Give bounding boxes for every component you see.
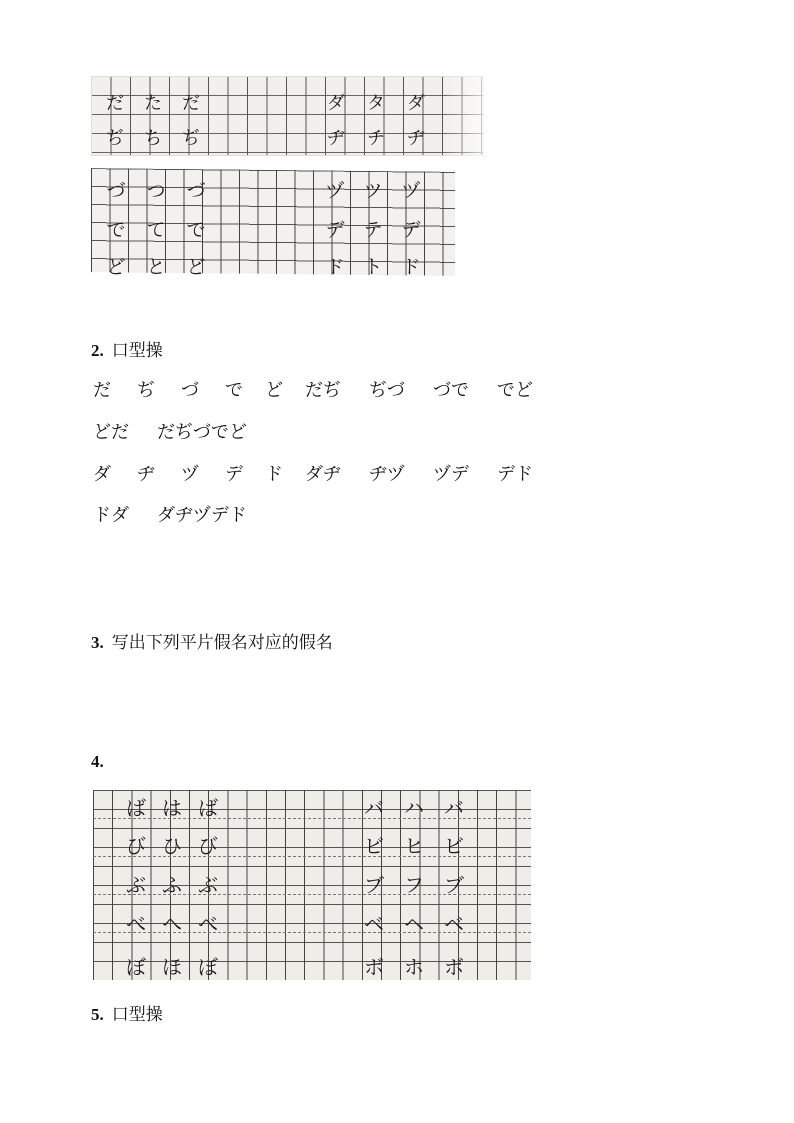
kana-char: と	[146, 256, 166, 278]
kana-char: チ	[367, 128, 385, 149]
drill-item: ヂヅ	[369, 464, 405, 485]
kana-char: ひ	[162, 834, 182, 858]
kana-char: フ	[404, 873, 424, 897]
drill-item: デド	[497, 464, 533, 485]
kana-char: ど	[106, 256, 126, 278]
drill-item: ダ	[93, 464, 111, 485]
section-5-heading	[91, 1000, 163, 1025]
kana-char: ば	[198, 796, 218, 820]
kana-char: ビ	[444, 834, 464, 858]
kana-char: び	[126, 834, 146, 858]
kana-char: べ	[198, 912, 218, 936]
kana-char: ぢ	[106, 128, 124, 149]
drill-item: づ	[181, 380, 199, 401]
kana-row-bu	[118, 869, 474, 898]
kana-char: ヅ	[401, 180, 421, 202]
section-number: 4.	[91, 752, 104, 771]
drill-line-hiragana-2	[93, 418, 277, 444]
drill-line-katakana-2	[93, 501, 277, 527]
kana-row-do	[96, 252, 430, 279]
kana-row-ba	[118, 792, 474, 821]
kana-char: ベ	[444, 912, 464, 936]
kana-char: ホ	[404, 955, 424, 979]
kana-char: バ	[444, 796, 464, 820]
kana-char: ブ	[364, 873, 384, 897]
kana-char: ビ	[364, 834, 384, 858]
drill-item: ダヂ	[305, 464, 341, 485]
kana-char: ベ	[364, 912, 384, 936]
drill-item: ドダ	[93, 505, 129, 526]
kana-char: テ	[363, 219, 383, 241]
kana-char: ブ	[444, 873, 464, 897]
section-number: 5.	[91, 1005, 104, 1024]
kana-char: で	[106, 219, 126, 241]
kana-row-bi	[118, 830, 474, 859]
kana-char: ほ	[162, 955, 182, 979]
section-number: 2.	[91, 341, 104, 360]
kana-char: ハ	[404, 796, 424, 820]
drill-item: ド	[265, 464, 283, 485]
kana-char: ぢ	[182, 128, 200, 149]
section-title: 写出下列平片假名对应的假名	[111, 633, 333, 653]
drill-line-hiragana-1	[93, 376, 557, 402]
kana-row-du	[96, 176, 430, 203]
kana-char: ち	[144, 128, 162, 149]
drill-item: で	[225, 380, 243, 401]
drill-item: どだ	[93, 422, 129, 443]
drill-item: づで	[433, 380, 469, 401]
kana-char: バ	[364, 796, 384, 820]
drill-item: だ	[93, 380, 111, 401]
kana-char: づ	[106, 180, 126, 202]
drill-item: ヂ	[137, 464, 155, 485]
section-3-heading	[91, 628, 333, 653]
kana-char: ば	[126, 796, 146, 820]
drill-line-katakana-1	[93, 460, 557, 486]
kana-char: ヅ	[325, 180, 345, 202]
kana-char: デ	[401, 219, 421, 241]
kana-row-di	[96, 124, 436, 150]
kana-char: ド	[401, 256, 421, 278]
kana-char: ツ	[363, 180, 383, 202]
kana-char: タ	[367, 93, 385, 114]
kana-char: ボ	[364, 955, 384, 979]
section-title: 口型操	[111, 1005, 163, 1025]
kana-char: ぶ	[198, 873, 218, 897]
drill-item: ぢづ	[369, 380, 405, 401]
kana-char: ヘ	[404, 912, 424, 936]
kana-char: だ	[106, 93, 124, 114]
kana-char: で	[186, 219, 206, 241]
kana-char: ダ	[407, 93, 425, 114]
kana-char: つ	[146, 180, 166, 202]
kana-char: ヂ	[327, 128, 345, 149]
section-4-heading	[91, 752, 112, 772]
kana-char: ト	[363, 256, 383, 278]
kana-char: ボ	[444, 955, 464, 979]
kana-char: へ	[162, 912, 182, 936]
kana-char: づ	[186, 180, 206, 202]
kana-char: デ	[325, 219, 345, 241]
drill-item: だぢ	[305, 380, 341, 401]
kana-char: ダ	[327, 93, 345, 114]
kana-char: ぶ	[126, 873, 146, 897]
section-number: 3.	[91, 633, 104, 652]
kana-row-de	[96, 215, 430, 242]
photo-edge-fade	[444, 76, 484, 156]
drill-item: だぢづでど	[157, 422, 247, 443]
kana-row-da	[96, 89, 436, 115]
drill-item: デ	[225, 464, 243, 485]
drill-item: ぢ	[137, 380, 155, 401]
kana-char: ぼ	[198, 955, 218, 979]
drill-item: ダヂヅデド	[157, 505, 247, 526]
section-title: 口型操	[111, 341, 163, 361]
kana-char: だ	[182, 93, 200, 114]
drill-item: でど	[497, 380, 533, 401]
drill-item: ど	[265, 380, 283, 401]
drill-item: ヅデ	[433, 464, 469, 485]
section-2-heading	[91, 336, 163, 361]
kana-char: ふ	[162, 873, 182, 897]
kana-row-bo	[118, 951, 474, 980]
kana-char: は	[162, 796, 182, 820]
kana-char: ヒ	[404, 834, 424, 858]
kana-char: た	[144, 93, 162, 114]
kana-row-be	[118, 908, 474, 937]
kana-char: て	[146, 219, 166, 241]
kana-char: ど	[186, 256, 206, 278]
kana-char: ぼ	[126, 955, 146, 979]
drill-item: ヅ	[181, 464, 199, 485]
kana-char: ド	[325, 256, 345, 278]
kana-char: べ	[126, 912, 146, 936]
kana-char: び	[198, 834, 218, 858]
kana-char: ヂ	[407, 128, 425, 149]
